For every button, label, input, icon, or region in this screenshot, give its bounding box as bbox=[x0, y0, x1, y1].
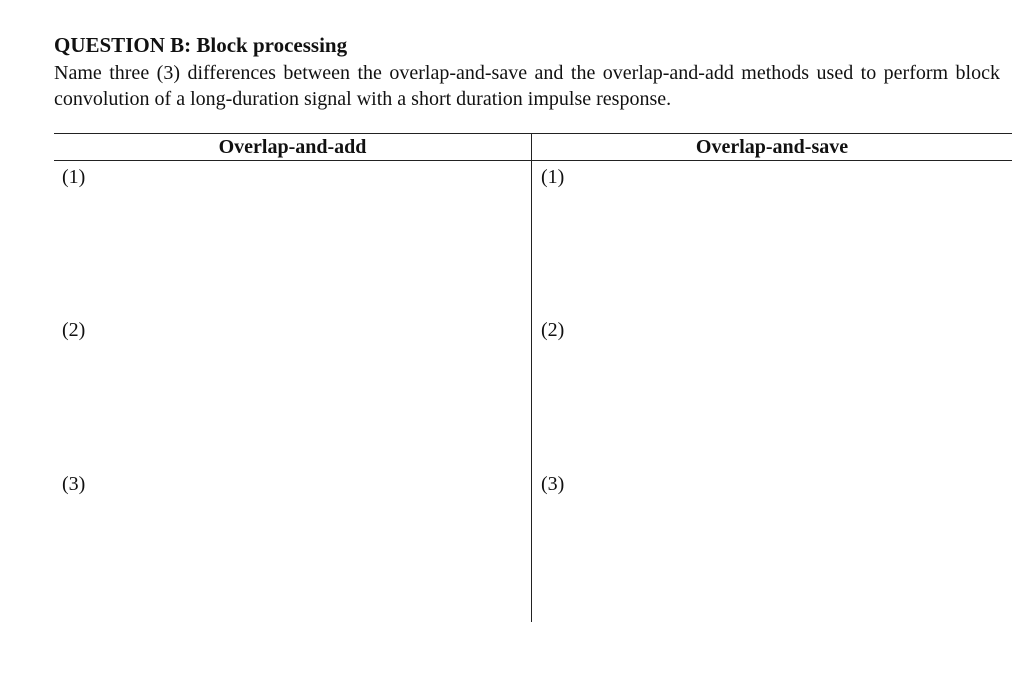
overlap-add-item-1: (1) bbox=[62, 166, 86, 188]
overlap-save-item-2: (2) bbox=[541, 319, 565, 341]
overlap-save-item-1: (1) bbox=[541, 166, 565, 188]
question-prompt: Name three (3) differences between the overlap-and-save and the overlap-and-add methods used to perform block convolution of a long-duration signal with a short duration impulse response. bbox=[54, 62, 1000, 110]
column-divider bbox=[531, 133, 532, 622]
question-heading: QUESTION B: Block processing bbox=[54, 33, 348, 57]
table-header-rule bbox=[54, 160, 1012, 161]
overlap-add-item-3: (3) bbox=[62, 473, 86, 495]
table-top-rule bbox=[54, 133, 1012, 134]
answer-table bbox=[54, 133, 1012, 623]
column-header-overlap-add: Overlap-and-add bbox=[218, 136, 367, 158]
overlap-save-item-3: (3) bbox=[541, 473, 565, 495]
overlap-add-item-2: (2) bbox=[62, 319, 86, 341]
column-header-overlap-save: Overlap-and-save bbox=[695, 136, 849, 158]
